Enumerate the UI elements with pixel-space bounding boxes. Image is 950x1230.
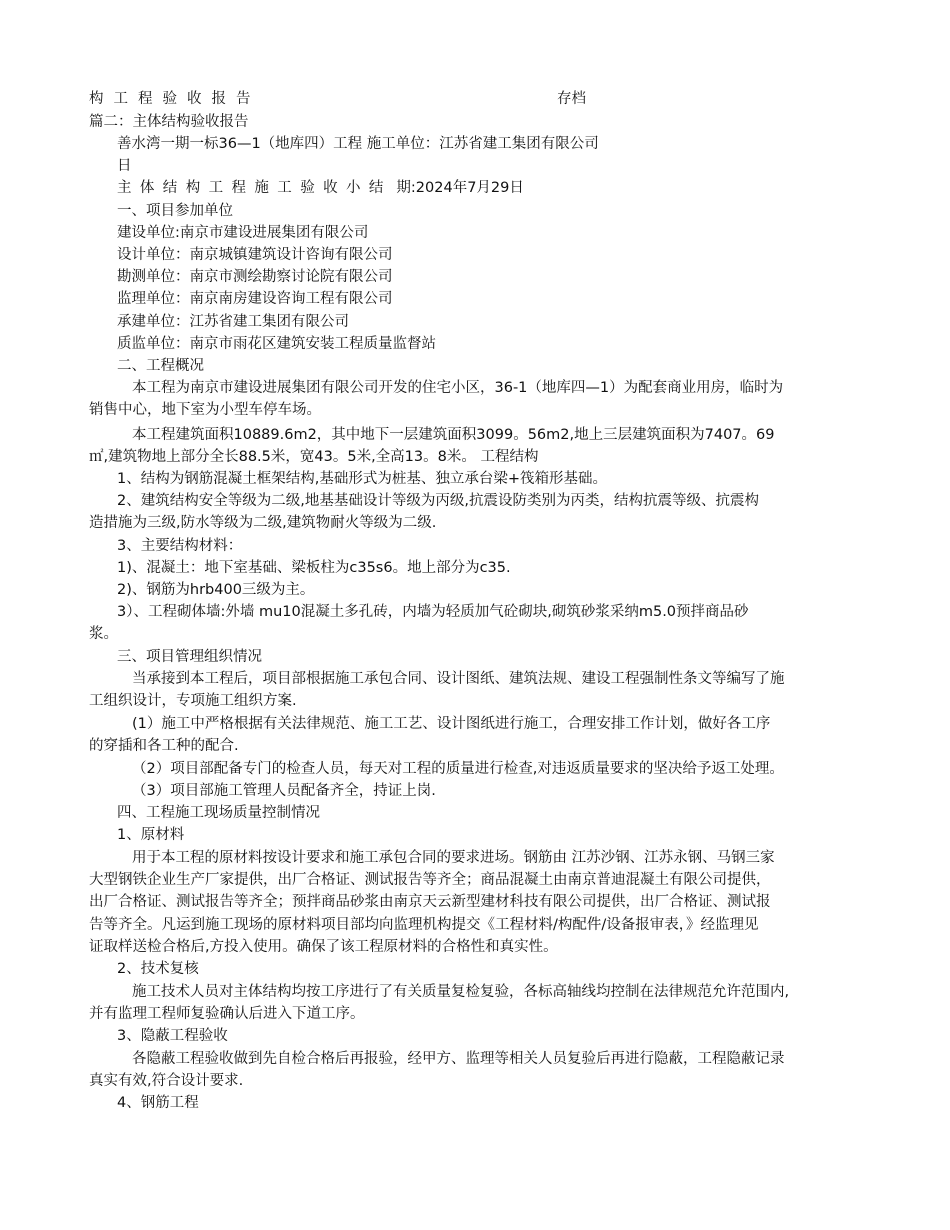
material-rebar: 2)、钢筋为hrb400三级为主。 (117, 582, 315, 598)
technical-review-heading: 2、技术复核 (117, 961, 199, 977)
management-paragraph-cont: 工组织设计，专项施工组织方案. (89, 693, 297, 709)
section-3-heading: 三、项目管理组织情况 (117, 649, 262, 665)
technical-review-paragraph: 施工技术人员对主体结构均按工序进行了有关质量复检复验，各标高轴线均控制在法律规范允许范围内, (132, 984, 790, 1000)
material-concrete: 1)、混凝土：地下室基础、梁板柱为c35s6。地上部分为c35. (117, 560, 511, 576)
section-4-heading: 四、工程施工现场质量控制情况 (117, 805, 320, 821)
overview-paragraph-2: 本工程建筑面积10889.6m2，其中地下一层建筑面积3099。56m2,地上三层建筑面积为7407。69 (132, 427, 775, 443)
overview-paragraph-1: 本工程为南京市建设进展集团有限公司开发的住宅小区，36-1（地库四—1）为配套商业用房，临时为 (132, 380, 784, 396)
concealed-works-paragraph-cont: 真实有效,符合设计要求. (89, 1073, 244, 1089)
management-item-1-cont: 的穿插和各工种的配合. (89, 738, 239, 754)
day-char: 日 (117, 158, 132, 174)
header-line (89, 89, 586, 109)
material-masonry: 3）、工程砌体墙:外墙 mu10混凝土多孔砖，内墙为轻质加气砼砌块,砌筑砂浆采纳m5.0预拌商品砂 (117, 604, 749, 620)
unit-construction: 建设单位:南京市建设进展集团有限公司 (117, 225, 369, 241)
raw-materials-paragraph-2: 大型钢铁企业生产厂家提供，出厂合格证、测试报告等齐全；商品混凝土由南京普迪混凝土有限公司提供， (89, 872, 771, 888)
summary-line (117, 178, 524, 198)
raw-materials-paragraph-3: 出厂合格证、测试报告等齐全；预拌商品砂浆由南京天云新型建材科技有限公司提供，出厂合格证、测试报 (89, 894, 771, 910)
unit-contractor: 承建单位：江苏省建工集团有限公司 (117, 314, 349, 330)
unit-design: 设计单位：南京城镇建筑设计咨询有限公司 (117, 247, 393, 263)
structure-item-3: 3、主要结构材料： (117, 538, 243, 554)
document-title: 构工程验收报告 (89, 91, 261, 107)
technical-review-paragraph-cont: 并有监理工程师复验确认后进入下道工序。 (89, 1006, 365, 1022)
rebar-works-heading: 4、钢筋工程 (117, 1095, 199, 1111)
project-line: 善水湾一期一标36—1（地库四）工程 施工单位：江苏省建工集团有限公司 (117, 136, 599, 152)
structure-item-2: 2、建筑结构安全等级为二级,地基基础设计等级为丙级,抗震设防类别为丙类，结构抗震等级、抗震构 (117, 493, 759, 509)
raw-materials-heading: 1、原材料 (117, 827, 185, 843)
structure-item-1: 1、结构为钢筋混凝土框架结构,基础形式为桩基、独立承台梁+筏箱形基础。 (117, 471, 607, 487)
overview-paragraph-1-cont: 销售中心，地下室为小型车停车场。 (89, 402, 321, 418)
raw-materials-paragraph-5: 证取样送检合格后,方投入使用。确保了该工程原材料的合格性和真实性。 (89, 939, 558, 955)
management-paragraph: 当承接到本工程后，项目部根据施工承包合同、设计图纸、建筑法规、建设工程强制性条文等编写了施 (132, 671, 785, 687)
summary-title: 主体结构工程施工验收小结 (117, 180, 392, 196)
raw-materials-paragraph-4: 告等齐全。凡运到施工现场的原材料项目部均向监理机构提交《工程材料/构配件/设备报审表，》经监理见 (89, 917, 759, 933)
management-item-1: (1）施工中严格根据有关法律规范、施工工艺、设计图纸进行施工，合理安排工作计划，做好各工序 (132, 716, 771, 732)
summary-date: 期:2024年7月29日 (396, 180, 524, 196)
archive-label: 存档 (557, 91, 586, 107)
unit-quality: 质监单位：南京市雨花区建筑安装工程质量监督站 (117, 336, 436, 352)
section-1-heading: 一、项目参加单位 (117, 203, 233, 219)
unit-survey: 勘测单位：南京市测绘勘察讨论院有限公司 (117, 269, 393, 285)
management-item-3: （3）项目部施工管理人员配备齐全，持证上岗. (132, 783, 436, 799)
unit-supervision: 监理单位：南京南房建设咨询工程有限公司 (117, 291, 393, 307)
concealed-works-paragraph: 各隐蔽工程验收做到先自检合格后再报验，经甲方、监理等相关人员复验后再进行隐蔽，工程隐蔽记录 (132, 1051, 785, 1067)
overview-paragraph-2-cont: ㎡,建筑物地上部分全长88.5米，宽43。5米,全高13。8米。 工程结构 (89, 449, 539, 465)
document-subtitle: 篇二：主体结构验收报告 (89, 114, 249, 130)
concealed-works-heading: 3、隐蔽工程验收 (117, 1028, 228, 1044)
management-item-2: （2）项目部配备专门的检查人员，每天对工程的质量进行检查,对违返质量要求的坚决给予返工处理。 (132, 761, 784, 777)
material-masonry-cont: 浆。 (89, 626, 118, 642)
structure-item-2-cont: 造措施为三级,防水等级为二级,建筑物耐火等级为二级. (89, 515, 437, 531)
raw-materials-paragraph: 用于本工程的原材料按设计要求和施工承包合同的要求进场。钢筋由 江苏沙钢、江苏永钢、马钢三家 (132, 850, 775, 866)
section-2-heading: 二、工程概况 (117, 358, 204, 374)
